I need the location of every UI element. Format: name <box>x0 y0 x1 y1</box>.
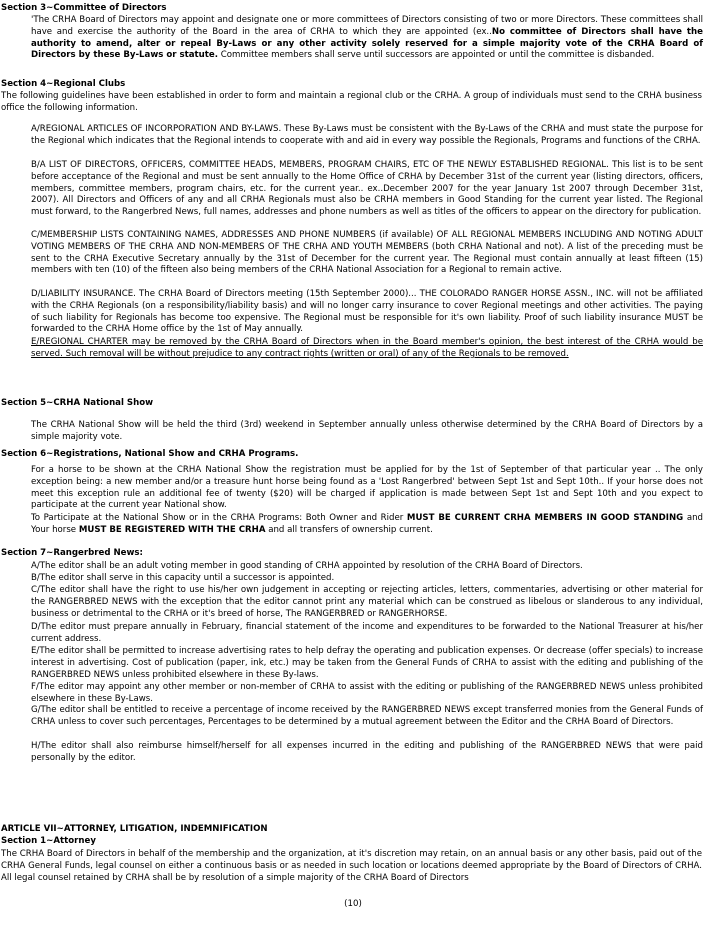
section-7-item-f: F/The editor may appoint any other member or non-member of CRHA to assist with the editing or publishing of the RANGERBRED NEWS unless prohibited elsewhere in these By-Laws. <box>31 682 703 704</box>
section-7-item-d: D/The editor must prepare annually in February, financial statement of the income and expenditures to be forwarded to the National Treasurer at his/her current address. <box>31 622 703 644</box>
section-6-p2-text-e: and all transfers of ownership current. <box>265 524 433 535</box>
section-4-item-b: B/A LIST OF DIRECTORS, OFFICERS, COMMITTEE HEADS, MEMBERS, PROGRAM CHAIRS, ETC OF THE NEWLY ESTABLISHED REGIONAL. This list is to be sent before acceptance of the Regional and must be sent annually to the Home Office of CRHA by December 31st of the current year (listing directors, officers, members, committee members, program chairs, etc. for the current year.. ex..December 2007 for the year January 1st 2007 through December 31st, 2007). All Directors and Officers of any and all CRHA Regionals must also be CRHA members in Good Standing for the current year listed. The Regional must forward, to the Rangerbred News, full names, addresses and phone numbers as well as titles of the officers to appear on the directory for publication. <box>31 160 703 218</box>
section-6-paragraph-1: For a horse to be shown at the CRHA National Show the registration must be applied for by the 1st of September of that particular year .. The only exception being: a new member and/or a treasure hunt horse being found as a 'Lost Rangerbred' between Sept 1st and Sept 10th.. If your horse does not meet this exception rule an additional fee of twenty ($20) will be charged if application is made between Sept 1st and Sept 10th and you expect to participate at the current year National show. <box>31 465 703 511</box>
section-7-item-g: G/The editor shall be entitled to receive a percentage of income received by the RANGERBRED NEWS except transferred monies from the General Funds of CRHA unless to cover such percentages, Percentages to be determined by a mutual agreement between the Editor and the CRHA Board of Directors. <box>31 705 703 727</box>
section-3-text-c: Committee members shall serve until successors are appointed or until the committee is disbanded. <box>217 50 655 61</box>
section-6-p2-bold-b: MUST BE REGISTERED WITH THE CRHA <box>78 524 266 535</box>
section-4-item-e: E/REGIONAL CHARTER may be removed by the CRHA Board of Directors when in the Board member's opinion, the best interest of the CRHA would be served. Such removal will be without prejudice to any contract rights (written or oral) of any of the Regionals to be removed. <box>31 337 703 359</box>
section-6-p2-text-a: To Participate at the National Show or in the CRHA Programs: Both Owner and Rider <box>31 513 407 523</box>
section-4-item-d: D/LIABILITY INSURANCE. The CRHA Board of Directors meeting (15th September 2000)... THE COLORADO RANGER HORSE ASSN., INC. will not be affiliated with the CRHA Regionals (on a responsibility/liability basis) and will no longer carry insurance to cover Regional meetings and other activities. The paying of such liability for Regionals has become too expensive. The Regional must be responsible for it's own liability. Proof of such liability insurance MUST be forwarded to the CRHA Home office by the 1st of May annually. <box>31 289 703 335</box>
section-5-body: The CRHA National Show will be held the third (3rd) weekend in September annually unless otherwise determined by the CRHA Board of Directors by a simple majority vote. <box>31 420 703 442</box>
section-4-item-c: C/MEMBERSHIP LISTS CONTAINING NAMES, ADDRESSES AND PHONE NUMBERS (if available) OF ALL REGIONAL MEMBERS INCLUDING AND NOTING ADULT VOTING MEMBERS OF THE CRHA AND NON-MEMBERS OF THE CRHA AND YOUTH MEMBERS (both CRHA National and not). A list of the preceding must be sent to the CRHA Executive Secretary annually by the 31st of December for the current year. The Regional must contain annually at least fifteen (15) members with ten (10) of the fifteen also being members of the CRHA National Association for a Regional to remain active. <box>31 230 703 276</box>
section-7-item-e: E/The editor shall be permitted to increase advertising rates to help defray the operating and publication expenses. Or decrease (offer specials) to increase interest in advertising. Cost of publication (paper, ink, etc.) may be taken from the General Funds of CRHA to assist with the editing and publishing of the RANGERBRED NEWS unless prohibited elsewhere in these By-laws. <box>31 646 703 680</box>
section-7-item-b: B/The editor shall serve in this capacity until a successor is appointed. <box>31 573 335 583</box>
section-7-item-c: C/The editor shall have the right to use his/her own judgement in accepting or rejecting articles, letters, commentaries, advertising or other material for the RANGERBRED NEWS with the exception that the editor cannot print any material which can be construed as libelous or slanderous to any individual, business or detrimental to the CRHA or it's breed of horse, The RANGERBRED or RANGERHORSE. <box>31 585 703 619</box>
section-4-intro: The following guidelines have been established in order to form and maintain a regional club or the CRHA. A group of individuals must send to the CRHA business office the following information. <box>1 91 702 113</box>
section-7-item-a: A/The editor shall be an adult voting member in good standing of CRHA appointed by resolution of the CRHA Board of Directors. <box>31 561 583 571</box>
section-5-heading: Section 5~CRHA National Show <box>1 398 154 408</box>
article-7-section-1-heading: Section 1~Attorney <box>1 836 96 846</box>
article-7-heading: ARTICLE VII~ATTORNEY, LITIGATION, INDEMNIFICATION <box>1 824 268 834</box>
section-3-heading: Section 3~Committee of Directors <box>1 3 167 13</box>
section-3-paragraph <box>31 15 703 62</box>
article-7-section-1-body: The CRHA Board of Directors in behalf of the membership and the organization, at it's discretion may retain, on an annual basis or any other basis, paid out of the CRHA General Funds, legal counsel on either a continuous basis or as needed in such location or locations deemed appropriate by the Board of Directors of CRHA. All legal counsel retained by CRHA shall be by resolution of a simple majority of the CRHA Board of Directors <box>1 849 702 883</box>
section-7-item-h: H/The editor shall also reimburse himself/herself for all expenses incurred in the editing and publishing of the RANGERBRED NEWS that were paid personally by the editor. <box>31 741 703 763</box>
page-number: (10) <box>344 899 362 909</box>
section-3-text-bold: No committee of Directors shall have the authority to amend, alter or repeal By-Laws or any other activity solely reserved for a simple majority vote of the CRHA Board of Directors by these By-Laws or statute. <box>31 26 703 61</box>
section-4-item-a: A/REGIONAL ARTICLES OF INCORPORATION AND BY-LAWS. These By-Laws must be consistent with the By-Laws of the CRHA and must state the purpose for the Regional which indicates that the Regional intends to cooperate with and aid in every way possible the Regionals, Programs and functions of the CRHA. <box>31 124 703 146</box>
section-3-text-a: 'The CRHA Board of Directors may appoint and designate one or more committees of Directors consisting of two or more Directors. These committees shall have and exercise the authority of the Board in the area of CRHA to which they are appointed (ex.. <box>31 15 703 37</box>
section-4-heading: Section 4~Regional Clubs <box>1 79 126 89</box>
section-6-p2-text-c: and Your horse <box>31 513 703 535</box>
section-6-heading: Section 6~Registrations, National Show and CRHA Programs. <box>1 449 299 459</box>
section-6-p2-bold-a: MUST BE CURRENT CRHA MEMBERS IN GOOD STANDING <box>406 513 684 523</box>
section-7-heading: Section 7~Rangerbred News: <box>1 548 143 558</box>
section-6-paragraph-2 <box>31 513 703 537</box>
